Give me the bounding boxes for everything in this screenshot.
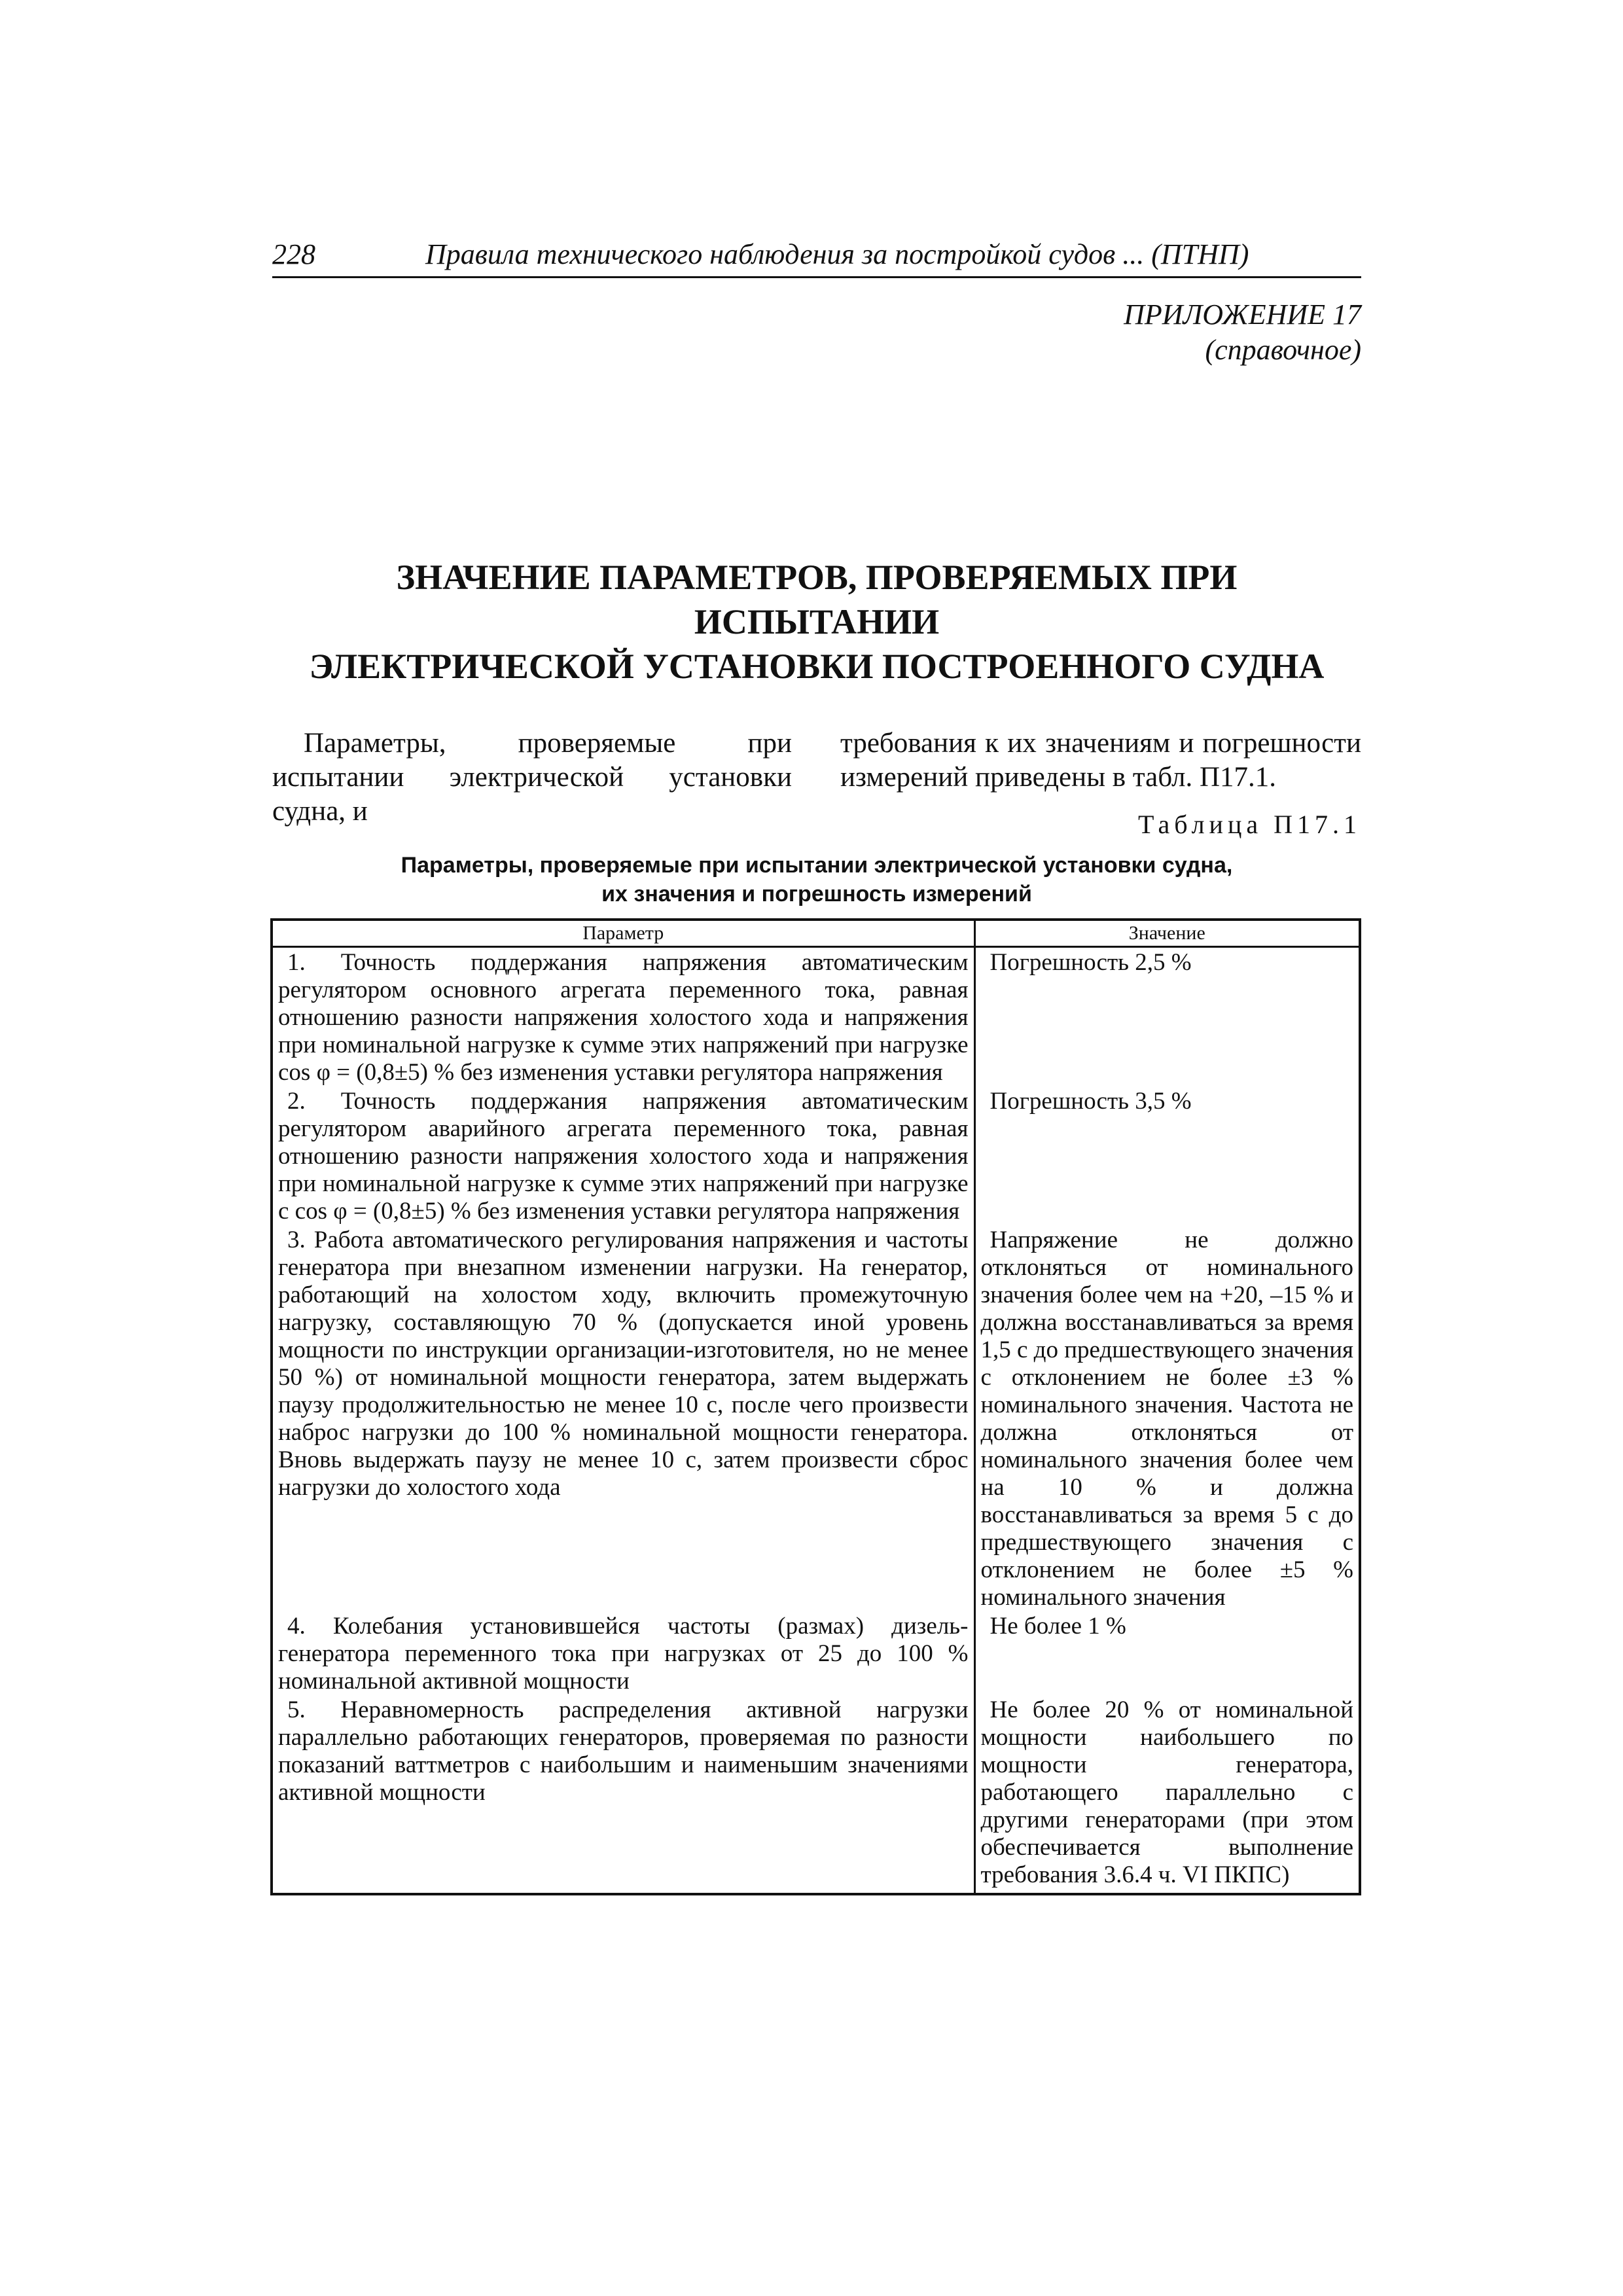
table-row <box>272 1225 1360 1611</box>
page-title <box>272 555 1361 689</box>
table-caption-line-1: Параметры, проверяемые при испытании электрической установки судна, <box>401 853 1233 878</box>
value-cell: Не более 1 % <box>974 1611 1360 1695</box>
header-value: Значение <box>974 920 1360 947</box>
running-title: Правила технического наблюдения за постройкой судов ... (ПТНП) <box>425 238 1249 270</box>
parameter-cell: 5. Неравномерность распределения активной нагрузки параллельно работающих генераторов, проверяемая по разности показаний ваттметров с наибольшим и наименьшим значениями активной мощности <box>272 1695 974 1894</box>
intro-left-column: Параметры, проверяемые при испытании электрической установки судна, и <box>272 728 792 827</box>
intro-right-column: требования к их значениям и погрешности измерений приведены в табл. П17.1. <box>840 728 1361 793</box>
table-header-row <box>272 920 1360 947</box>
appendix-label-block <box>1124 297 1361 368</box>
table-row <box>272 1695 1360 1894</box>
appendix-label: ПРИЛОЖЕНИЕ 17 <box>1124 298 1361 331</box>
parameter-cell: 1. Точность поддержания напряжения автоматическим регулятором основного агрегата переменного тока, равная отношению разности напряжения холостого хода и напряжения при номинальной нагрузке к сумме этих напряжений при нагрузке cos φ = (0,8±5) % без изменения уставки регулятора напряжения <box>272 947 974 1087</box>
page-header <box>272 240 1361 278</box>
page-number: 228 <box>272 238 315 270</box>
title-line-2: ЭЛЕКТРИЧЕСКОЙ УСТАНОВКИ ПОСТРОЕННОГО СУДНА <box>309 647 1325 686</box>
value-cell: Погрешность 3,5 % <box>974 1086 1360 1225</box>
table-row <box>272 947 1360 1087</box>
parameter-cell: 3. Работа автоматического регулирования напряжения и частоты генератора при внезапном изменении нагрузки. На генератор, работающий на холостом ходу, включить промежуточную нагрузку, составляющую 70 % (допускается иной уровень мощности по инструкции организации-изготовителя, но не менее 50 %) от номинальной мощности генератора, затем выдержать паузу продолжительностью не менее 10 с, после чего произвести наброс нагрузки до 100 % номинальной мощности генератора. Вновь выдержать паузу не менее 10 с, затем произвести сброс нагрузки до холостого хода <box>272 1225 974 1611</box>
parameters-table <box>270 918 1361 1895</box>
table-caption-line-2: их значения и погрешность измерений <box>601 882 1032 906</box>
title-line-1: ЗНАЧЕНИЕ ПАРАМЕТРОВ, ПРОВЕРЯЕМЫХ ПРИ ИСПЫТАНИИ <box>396 558 1238 641</box>
value-cell: Напряжение не должно отклоняться от номинального значения более чем на +20, –15 % и должна восстанавливаться за время 1,5 с до предшествующего значения с отклонением не более ±3 % номинального значения. Частота не должна отклоняться от номинального значения более чем на 10 % и должна восстанавливаться за время 5 с до предшествующего значения с отклонением не более ±5 % номинального значения <box>974 1225 1360 1611</box>
value-cell: Погрешность 2,5 % <box>974 947 1360 1087</box>
value-cell: Не более 20 % от номинальной мощности наибольшего по мощности генератора, работающего параллельно с другими генераторами (при этом обеспечивается выполнение требования 3.6.4 ч. VI ПКПС) <box>974 1695 1360 1894</box>
table-label: Таблица П17.1 <box>1138 810 1361 839</box>
parameter-cell: 2. Точность поддержания напряжения автоматическим регулятором аварийного агрегата переменного тока, равная отношению разности напряжения холостого хода и напряжения при номинальной нагрузке к сумме этих напряжений при нагрузке с cos φ = (0,8±5) % без изменения уставки регулятора напряжения <box>272 1086 974 1225</box>
parameter-cell: 4. Колебания установившейся частоты (размах) дизель-генератора переменного тока при нагрузках от 25 до 100 % номинальной активной мощности <box>272 1611 974 1695</box>
header-parameter: Параметр <box>272 920 974 947</box>
table-row <box>272 1611 1360 1695</box>
appendix-note: (справочное) <box>1205 334 1361 366</box>
table-caption <box>272 851 1361 908</box>
table-row <box>272 1086 1360 1225</box>
